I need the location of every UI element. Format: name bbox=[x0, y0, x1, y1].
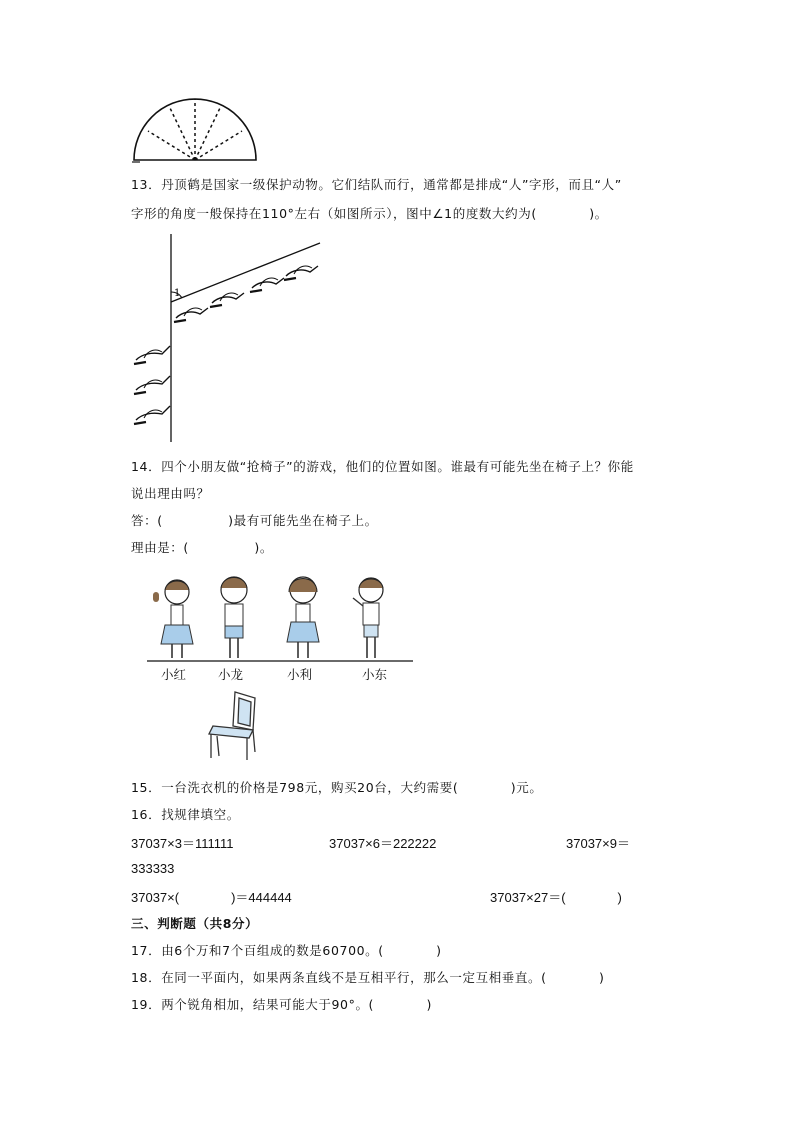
child-name-xiaodong: 小东 bbox=[362, 667, 388, 682]
chair-figure bbox=[207, 690, 267, 762]
q14-text-line2: 说出理由吗？ bbox=[131, 486, 210, 501]
q16-eq2: 37037×6＝222222 bbox=[329, 836, 437, 851]
crane-icon bbox=[210, 293, 244, 307]
crane-icon bbox=[284, 266, 318, 280]
child-name-xiaohong: 小红 bbox=[161, 667, 187, 682]
child-name-xiaolong: 小龙 bbox=[218, 667, 244, 682]
q16-eq3: 37037×9＝ bbox=[566, 836, 630, 851]
child-xiaohong-figure bbox=[153, 580, 193, 658]
child-xiaodong-figure bbox=[353, 578, 383, 658]
child-name-xiaoli: 小利 bbox=[287, 667, 313, 682]
children-figure bbox=[145, 572, 415, 667]
crane-icon bbox=[174, 308, 208, 322]
section-3-title: 三、判断题（共8分） bbox=[131, 916, 259, 931]
crane-icon bbox=[134, 346, 170, 364]
q13-text-line2: 字形的角度一般保持在110°左右（如图所示），图中∠1的度数大约为( )。 bbox=[131, 206, 608, 221]
angle-1-label: 1 bbox=[174, 288, 181, 299]
q17-text: 17．由6个万和7个百组成的数是60700。( ) bbox=[131, 943, 442, 958]
semicircle-figure bbox=[128, 98, 262, 164]
q14-reason-line: 理由是：( )。 bbox=[131, 540, 273, 555]
crane-formation-figure bbox=[130, 230, 330, 445]
q14-text-line1: 14．四个小朋友做“抢椅子”的游戏，他们的位置如图。谁最有可能先坐在椅子上？你能 bbox=[131, 459, 634, 474]
q16-title: 16．找规律填空。 bbox=[131, 807, 240, 822]
q19-text: 19．两个锐角相加，结果可能大于90°。( ) bbox=[131, 997, 432, 1012]
q16-eq4: 37037×( )＝444444 bbox=[131, 890, 292, 905]
q18-text: 18．在同一平面内，如果两条直线不是互相平行，那么一定互相垂直。( ) bbox=[131, 970, 605, 985]
q15-text: 15．一台洗衣机的价格是798元，购买20台，大约需要( )元。 bbox=[131, 780, 543, 795]
crane-icon bbox=[134, 376, 170, 394]
q13-text-line1: 13．丹顶鹤是国家一级保护动物。它们结队而行，通常都是排成“人”字形，而且“人” bbox=[131, 177, 622, 192]
q16-eq3-result: 333333 bbox=[131, 861, 175, 876]
q16-eq5: 37037×27＝( ) bbox=[490, 890, 622, 905]
crane-icon bbox=[134, 406, 170, 424]
crane-icon bbox=[250, 278, 284, 292]
q16-eq1: 37037×3＝111111 bbox=[131, 836, 234, 851]
child-xiaolong-figure bbox=[221, 577, 247, 658]
q14-answer-line: 答：( )最有可能先坐在椅子上。 bbox=[131, 513, 378, 528]
child-xiaoli-figure bbox=[287, 577, 319, 658]
